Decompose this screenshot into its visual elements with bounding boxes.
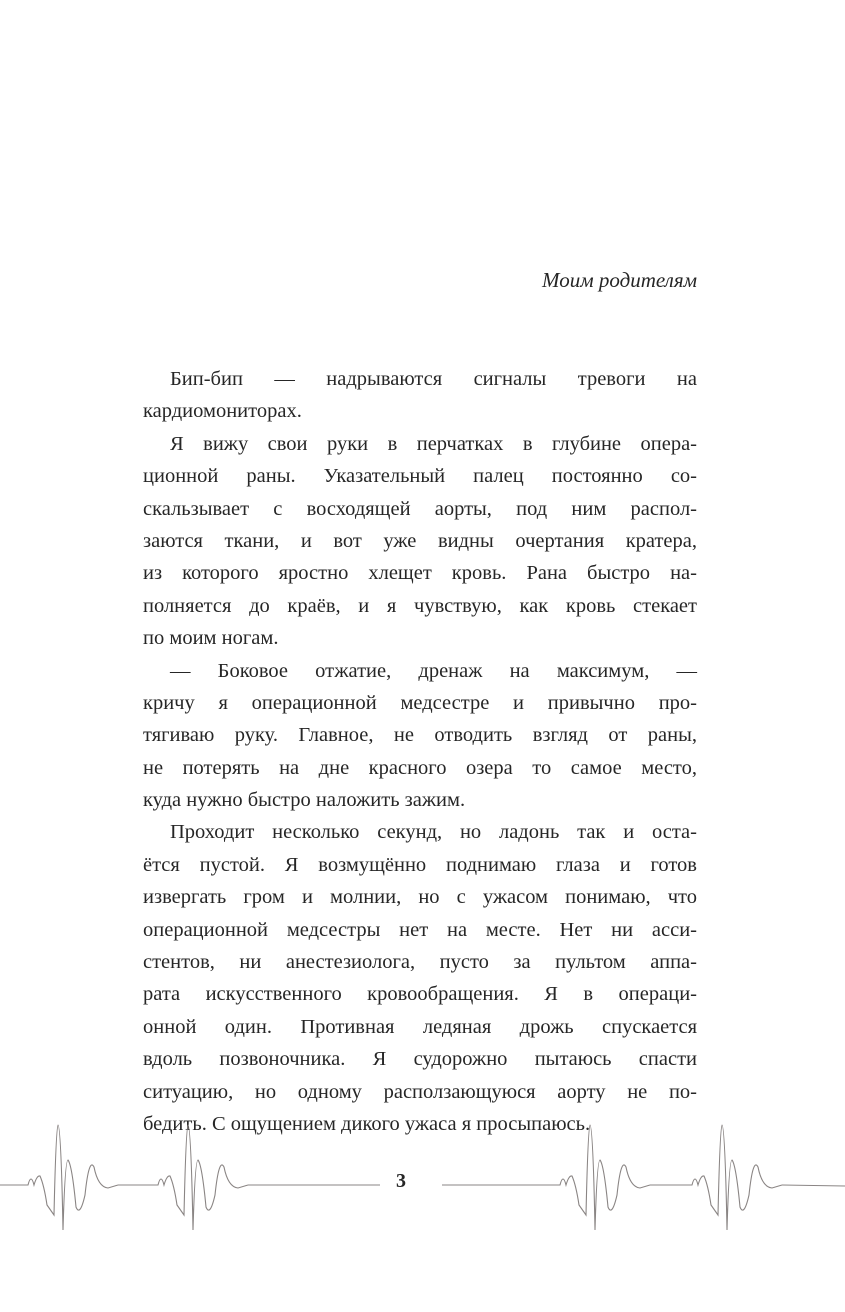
text-line: Я вижу свои руки в перчатках в глубине опера-: [170, 432, 697, 455]
text-line: скальзывает с восходящей аорты, под ним распол-: [143, 497, 697, 520]
text-line: кардиомониторах.: [143, 400, 302, 423]
text-line: — Боковое отжатие, дренаж на максимум, —: [170, 659, 697, 682]
ecg-footer-ornament: [0, 1120, 845, 1250]
text-line: куда нужно быстро наложить зажим.: [143, 789, 466, 812]
text-line: Бип-бип — надрываются сигналы тревоги на: [170, 368, 697, 390]
text-line: кричу я операционной медсестре и привычно про-: [143, 691, 697, 714]
text-line: Проходит несколько секунд, но ладонь так и оста-: [170, 821, 697, 844]
text-line: ётся пустой. Я возмущённо поднимаю глаза и готов: [143, 853, 697, 876]
text-line: вдоль позвоночника. Я судорожно пытаюсь спасти: [143, 1048, 697, 1071]
ecg-heartbeat: [153, 1125, 248, 1230]
ecg-baseline: [782, 1185, 845, 1186]
text-line: полняется до краёв, и я чувствую, как кровь стекает: [143, 594, 697, 617]
ecg-heartbeat: [555, 1125, 650, 1230]
text-line: онной один. Противная ледяная дрожь спускается: [143, 1015, 697, 1038]
text-line: ционной раны. Указательный палец постоянно со-: [143, 465, 697, 488]
text-line: стентов, ни анестезиолога, пусто за пультом аппа-: [143, 951, 697, 974]
text-line: извергать гром и молнии, но с ужасом понимаю, что: [143, 886, 697, 909]
text-line: бедить. С ощущением дикого ужаса я просыпаюсь.: [143, 1112, 591, 1135]
text-line: ситуацию, но одному расползающуюся аорту не по-: [143, 1080, 697, 1103]
text-line: не потерять на дне красного озера то самое место,: [143, 756, 697, 779]
text-line: по моим ногам.: [143, 627, 279, 650]
text-line: заются ткани, и вот уже видны очертания кратера,: [143, 529, 697, 552]
epigraph-dedication: Моим родителям: [542, 268, 697, 292]
text-line: операционной медсестры нет на месте. Нет ни асси-: [143, 918, 697, 941]
ecg-heartbeat: [687, 1125, 782, 1230]
body-text: [143, 363, 697, 1140]
page-number: 3: [396, 1170, 406, 1192]
ecg-heartbeat: [23, 1125, 118, 1230]
text-line: из которого яростно хлещет кровь. Рана быстро на-: [143, 562, 697, 585]
text-line: рата искусственного кровообращения. Я в операци-: [143, 983, 697, 1006]
text-line: тягиваю руку. Главное, не отводить взгляд от раны,: [143, 724, 697, 747]
